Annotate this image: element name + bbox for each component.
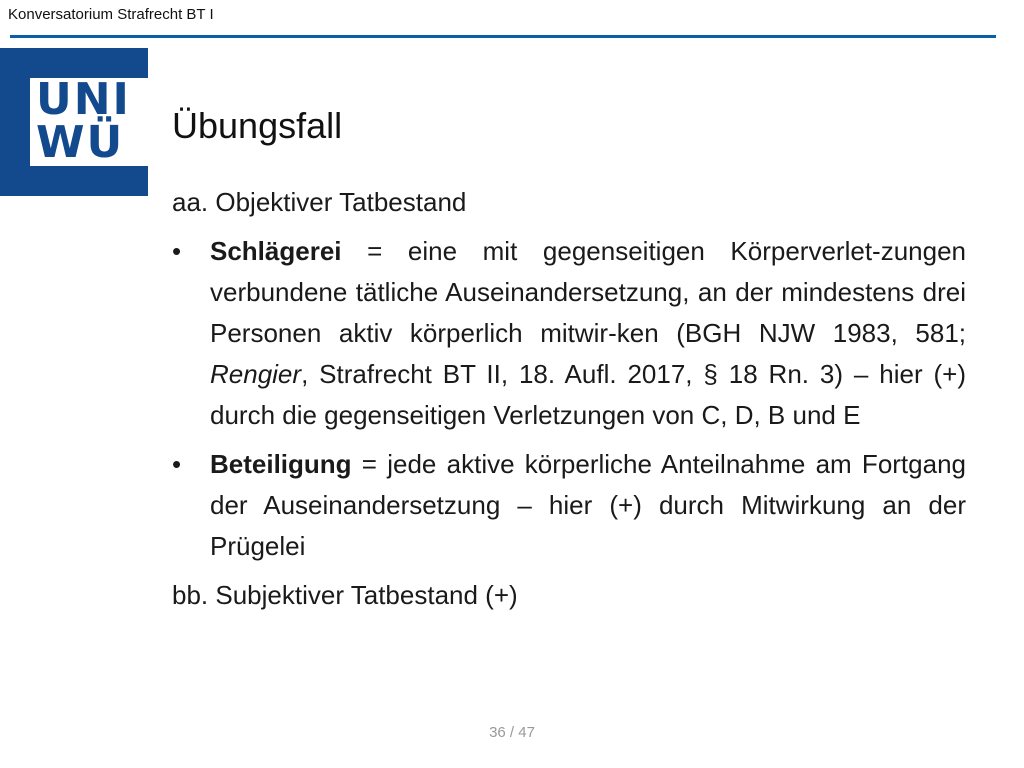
course-title: Konversatorium Strafrecht BT I xyxy=(8,6,214,23)
slide-title: Übungsfall xyxy=(172,105,343,146)
section-heading-objective: aa. Objektiver Tatbestand xyxy=(172,187,467,217)
logo-wordmark xyxy=(36,78,131,164)
bullet-item-schlaegerei xyxy=(172,231,966,436)
logo-line-1: UNI xyxy=(36,78,131,125)
bullet-definition: = jede aktive körperliche Anteilnahme am Fortgang der Auseinandersetzung – hier (+) durch Mitwirkung an der Prügelei xyxy=(210,449,966,561)
logo-line-2: WÜ xyxy=(36,117,125,166)
bullet-term: Schlägerei xyxy=(210,236,342,266)
bullet-marker: • xyxy=(172,449,182,479)
bullet-term: Beteiligung xyxy=(210,449,352,479)
author-citation: Rengier xyxy=(210,359,302,389)
bullet-definition: = eine mit gegenseitigen Körperverlet-zungen verbundene tätliche Auseinandersetzung, an der mindestens drei Personen aktiv körperlich mitwir-ken (BGH NJW 1983, 581; xyxy=(210,236,966,348)
bullet-marker: • xyxy=(172,236,182,266)
page-number: 36 / 47 xyxy=(489,724,535,741)
header-divider xyxy=(10,35,996,38)
section-heading-subjective: bb. Subjektiver Tatbestand (+) xyxy=(172,580,518,610)
bullet-item-beteiligung xyxy=(172,444,966,567)
slide-content xyxy=(172,182,966,624)
logo-inner-panel xyxy=(30,78,148,166)
university-logo xyxy=(0,48,148,196)
bullet-definition-continued: , Strafrecht BT II, 18. Aufl. 2017, § 18 Rn. 3) – hier (+) durch die gegenseitigen Verletzungen von C, D, B und E xyxy=(210,359,966,430)
